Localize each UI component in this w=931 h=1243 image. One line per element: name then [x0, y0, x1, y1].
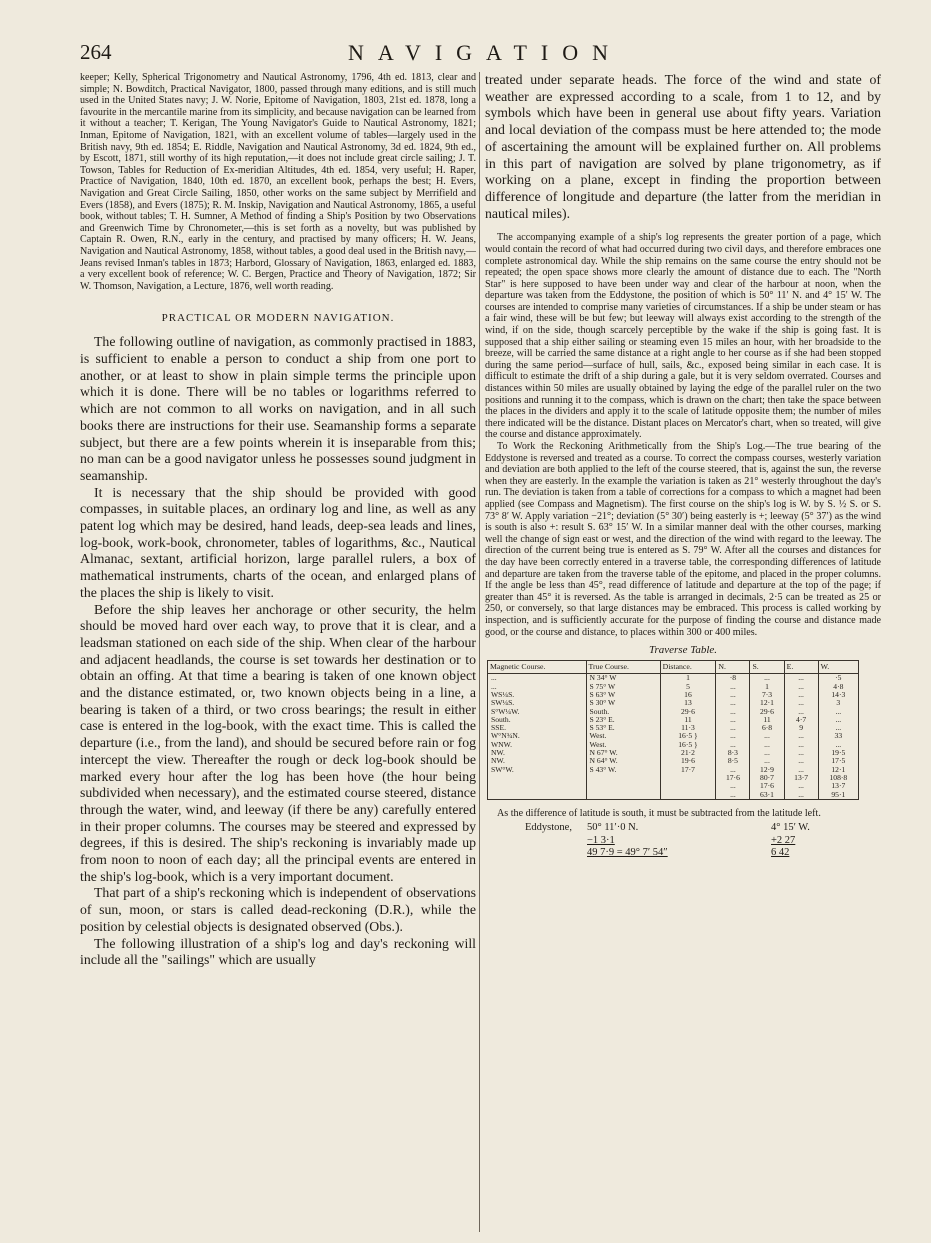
table-cell: West. — [586, 732, 660, 740]
table-cell: 63·1 — [750, 791, 784, 800]
table-cell: ... — [818, 716, 858, 724]
table-cell: 11 — [750, 716, 784, 724]
section-heading: PRACTICAL OR MODERN NAVIGATION. — [161, 312, 395, 325]
table-cell: ... — [716, 708, 750, 716]
table-cell: 5 — [660, 683, 716, 691]
small-paragraph: The accompanying example of a ship's log represents the greater portion of a page, which would contain the record of what had occurred during two civil days, and therefore embraces one complete astronomical day. While the ship remains on the same course the entry should not be repeated; the open space shows more clearly the amount of distance due to each. The "North Star" is here supposed to have been under way and clear of the harbour at noon, when the departure was taken from the Eddystone, the position of which is 50° 11′ N. and 4° 15′ W. The courses are intended to comprise many varieties of circumstances. If a ship be under steam or has a fair wind, these will be but few; but leeway will always exist according to the strength of the wind, if on the side, though scarcely perceptible by the wake if the ship is going fast. It is supposed that a ship either sailing or steaming even 15 miles an hour, with her broadside to the breeze, will be carried the same distance at a right angle to her course as if she had been stopped during the same period—surface of hull, sails, &c., exposed being similar in each case. It is difficult to estimate the drift of a ship during a gale, but it is very seldom overrated. Courses and distances within 50 miles are usually obtained by laying the edge of the parallel ruler on the two positions and running it to the compass, which is drawn on the chart; then take the space between the places in the dividers and apply it to the scale of latitude opposite them; the number of miles there indicated will be the distance. Distant places on Mercator's chart, when so treated, will give the course and distance approximately. — [485, 232, 881, 441]
table-cell: 17·5 — [818, 757, 858, 765]
table-cell: ... — [784, 708, 818, 716]
table-cell: South. — [586, 708, 660, 716]
calc-label — [485, 847, 587, 860]
body-paragraph: That part of a ship's reckoning which is independent of observations of sun, moon, or stars is called dead-reckoning (D.R.), while the position by celestial objects is designated observed (Obs.). — [80, 885, 476, 934]
table-cell: ... — [716, 699, 750, 707]
right-column — [485, 72, 881, 860]
calculation-block — [485, 822, 881, 860]
table-cell: 21·2 — [660, 749, 716, 757]
page-header — [80, 40, 891, 70]
table-cell: SW°W. — [488, 766, 587, 774]
table-cell: South. — [488, 716, 587, 724]
column-divider — [479, 72, 480, 1232]
table-cell: NW. — [488, 757, 587, 765]
table-cell — [586, 774, 660, 782]
table-cell: ... — [784, 757, 818, 765]
table-cell: West. — [586, 741, 660, 749]
table-cell: ... — [750, 749, 784, 757]
table-cell: 17·6 — [750, 782, 784, 790]
table-cell: ... — [488, 683, 587, 691]
table-cell: 19·6 — [660, 757, 716, 765]
table-cell — [488, 774, 587, 782]
table-cell: WS¼S. — [488, 691, 587, 699]
table-cell: ... — [818, 741, 858, 749]
calc-longitude: 4° 15′ W. — [771, 822, 810, 834]
table-cell: 11 — [660, 716, 716, 724]
table-cell: 8·5 — [716, 757, 750, 765]
table-cell: ... — [784, 699, 818, 707]
table-cell: 19·5 — [818, 749, 858, 757]
table-cell: 4·7 — [784, 716, 818, 724]
table-cell: ... — [716, 716, 750, 724]
table-cell — [586, 782, 660, 790]
table-cell: ... — [716, 766, 750, 774]
table-cell: N 64° W. — [586, 757, 660, 765]
table-cell: ... — [784, 674, 818, 683]
table-cell: 29·6 — [660, 708, 716, 716]
table-cell: ... — [488, 674, 587, 683]
table-cell: SSE. — [488, 724, 587, 732]
calc-longitude: +2 27 — [771, 834, 796, 846]
traverse-table — [487, 660, 859, 800]
table-cell: WNW. — [488, 741, 587, 749]
table-cell: 16 — [660, 691, 716, 699]
table-cell: ... — [750, 674, 784, 683]
table-cell: S 75° W — [586, 683, 660, 691]
body-paragraph: The following illustration of a ship's log and day's reckoning will include all the "sailings" which are usually — [80, 935, 476, 968]
table-cell: ·8 — [716, 674, 750, 683]
table-cell: 1 — [750, 683, 784, 691]
table-cell: ... — [716, 724, 750, 732]
table-cell: NW. — [488, 749, 587, 757]
table-cell — [660, 774, 716, 782]
table-cell: ... — [716, 691, 750, 699]
table-cell: ... — [750, 757, 784, 765]
calc-latitude: 49 7·9 = 49° 7′ 54″ — [587, 847, 668, 859]
left-column — [80, 72, 476, 969]
table-cell: 17·7 — [660, 766, 716, 774]
table-cell: 1 — [660, 674, 716, 683]
table-cell: 16·5 } — [660, 732, 716, 740]
table-cell: ... — [784, 782, 818, 790]
table-cell: 12·9 — [750, 766, 784, 774]
running-title: NAVIGATION — [348, 40, 623, 65]
column-header: Distance. — [660, 661, 716, 674]
table-cell: ... — [784, 683, 818, 691]
table-cell: S 53° E. — [586, 724, 660, 732]
table-cell: 8·3 — [716, 749, 750, 757]
table-cell: ... — [818, 708, 858, 716]
calc-label — [485, 835, 587, 848]
table-cell: ·5 — [818, 674, 858, 683]
table-cell: ... — [750, 732, 784, 740]
page-number: 264 — [80, 40, 112, 64]
table-cell: 9 — [784, 724, 818, 732]
table-cell: ... — [784, 732, 818, 740]
table-cell: ... — [716, 741, 750, 749]
table-body — [488, 674, 859, 799]
bibliography-paragraph: keeper; Kelly, Spherical Trigonometry and Nautical Astronomy, 1796, 4th ed. 1813, clear and simple; N. Bowditch, Practical Navigator, 1800, passed through many editions, and is still much used in the United States navy; J. W. Norie, Epitome of Navigation, 1803, 21st ed. 1878, long a favourite in the mercantile marine from its simplicity, and because navigation can be learned from it without a teacher; T. Kerigan, The Young Navigator's Guide to Nautical Astronomy, 1821; Inman, Epitome of Navigation, 1821, with an excellent volume of tables—largely used in the British navy, 9th ed. 1854; E. Riddle, Navigation and Nautical Astronomy, 3d ed. 1824, 9th ed., by Escott, 1871, still worthy of its high reputation,—it does not include great circle sailing; J. T. Towson, Tables for Reduction of Ex-meridian Altitudes, 4th ed. 1854, very useful; H. Raper, Practice of Navigation, 1840, 10th ed. 1870, an excellent book, perhaps the best; H. Evers, Navigation and Great Circle Sailing, 1850, other works on the same subject by Merrifield and Evers (1858), and Evers (1875); R. M. Inskip, Navigation and Nautical Astronomy, 1865, a useful book, without tables; T. H. Sumner, A Method of finding a Ship's Position by two Observations and Greenwich Time by Chronometer,—this is set forth as a novelty, but was published by Captain R. Owen, R.N., early in the century, and practised by many officers; H. W. Jeans, Navigation and Nautical Astronomy, 1858, without tables, a good deal used in the British navy,—Jeans revised Inman's tables in 1873; Harbord, Glossary of Navigation, 1863, enlarged ed. 1883, a very excellent book of reference; W. C. Bergen, Practice and Theory of Navigation, 1872; Sir W. Thomson, Navigation, a Lecture, 1876, well worth reading. — [80, 72, 476, 292]
table-cell: S 23° E. — [586, 716, 660, 724]
table-row — [488, 791, 859, 800]
table-cell: 14·3 — [818, 691, 858, 699]
table-cell: 80·7 — [750, 774, 784, 782]
calculation-row — [485, 847, 881, 860]
column-header: W. — [818, 661, 858, 674]
table-cell: 12·1 — [818, 766, 858, 774]
table-cell: 3 — [818, 699, 858, 707]
calc-latitude: 50° 11′·0 N. — [587, 822, 639, 834]
table-cell: ... — [750, 741, 784, 749]
body-paragraph: It is necessary that the ship should be provided with good compasses, in suitable places, an ordinary log and line, as well as any patent log which may be desired, hand leads, deep-sea leads and lines, log-book, work-book, chronometer, tables of logarithms, &c., Nautical Almanac, sextant, artificial horizon, large parallel rulers, a box of mathematical instruments, charts of the ocean, and enlarged plans of the places the ship is likely to visit. — [80, 484, 476, 600]
table-cell — [586, 791, 660, 800]
table-title: Traverse Table. — [648, 644, 718, 657]
calc-latitude: −1 3·1 — [587, 834, 615, 846]
table-cell — [660, 791, 716, 800]
column-header: Magnetic Course. — [488, 661, 587, 674]
table-cell: ... — [784, 749, 818, 757]
column-header: True Course. — [586, 661, 660, 674]
table-cell: 11·3 — [660, 724, 716, 732]
table-cell: 16·5 } — [660, 741, 716, 749]
table-cell: ... — [784, 766, 818, 774]
table-cell: 7·3 — [750, 691, 784, 699]
calculation-row — [485, 835, 881, 848]
table-cell: ... — [716, 791, 750, 800]
table-cell: ... — [784, 791, 818, 800]
table-cell: S 30° W — [586, 699, 660, 707]
table-cell: S 63° W — [586, 691, 660, 699]
table-cell: 12·1 — [750, 699, 784, 707]
table-cell: ... — [716, 683, 750, 691]
column-header: S. — [750, 661, 784, 674]
small-paragraph: To Work the Reckoning Arithmetically from the Ship's Log.—The true bearing of the Eddystone is reversed and treated as a course. To correct the compass courses, westerly variation and deviation are both applied to the left of the course steered, that is, against the sun, the reverse when they are easterly. In the example the variation is taken as 21° westerly throughout the day's run. The deviation is taken from a table of corrections for a compass to which a magnet had been applied (see Compass and Magnetism). The first course on the ship's log is W. by S. ½ S. or S. 73° 8′ W. Apply variation −21°; deviation (5° 30′) being easterly is +; leeway (5° 37′) as the wind is south is also +: result S. 63° 15′ W. In a similar manner deal with the other courses, marking well the change of sign east or west, and the direction of the wind with regard to the leeway. The direction of the current being true is entered as S. 79° W. After all the courses and distances for the day have been correctly entered in a traverse table, the corresponding differences of latitude and departure are taken from the traverse table of the epitome, and placed in the proper columns. If the angle be less than 45°, read difference of latitude and departure at the top of the page; if greater than 45° it is reversed. As the table is arranged in decimals, 2·5 can be treated as 25 or 250, or conversely, so that large distances may be embraced. This process is called working by inspection, and is sufficiently accurate for the purpose of finding the course and distance made good, or the course and distance, to places within 300 or 400 miles. — [485, 441, 881, 638]
table-cell: W°N¾N. — [488, 732, 587, 740]
table-cell: 4·8 — [818, 683, 858, 691]
table-cell: N 67° W. — [586, 749, 660, 757]
table-cell: 33 — [818, 732, 858, 740]
table-cell: ... — [716, 732, 750, 740]
table-cell: 29·6 — [750, 708, 784, 716]
table-cell — [660, 782, 716, 790]
body-paragraph: The following outline of navigation, as commonly practised in 1883, is sufficient to enable a person to conduct a ship from one port to another, or at least to show in plain simple terms the principle upon which it is done. There will be no tables or logarithms referred to which are not common to all works on navigation, and in all such books there are instructions for their use. Seamanship forms a separate subject, but there are a few points wherein it is inseparable from this; no man can be a good navigator unless he possesses sound judgment in seamanship. — [80, 334, 476, 483]
table-cell: ... — [818, 724, 858, 732]
calc-label: Eddystone, — [525, 822, 572, 834]
table-cell: 108·8 — [818, 774, 858, 782]
table-cell — [488, 782, 587, 790]
table-cell: N 34° W — [586, 674, 660, 683]
table-cell: ... — [716, 782, 750, 790]
calculation-row — [485, 822, 881, 835]
table-cell: 13·7 — [784, 774, 818, 782]
table-cell: S°W¼W. — [488, 708, 587, 716]
table-cell: SW¼S. — [488, 699, 587, 707]
table-cell: 95·1 — [818, 791, 858, 800]
note-paragraph: As the difference of latitude is south, it must be subtracted from the latitude left. — [497, 807, 821, 819]
table-cell: 13 — [660, 699, 716, 707]
body-paragraph: treated under separate heads. The force of the wind and state of weather are expressed according to a scale, from 1 to 12, and by symbols which have been in general use about fifty years. Variation and local deviation of the compass must be here attended to; the mode of ascertaining the amount will be explained further on. All problems in this part of navigation are solved by plane trigonometry, as if working on a plane, except in finding the proportion between difference of longitude and departure (the latter from the meridian in nautical miles). — [485, 72, 881, 221]
table-cell: ... — [784, 691, 818, 699]
table-cell — [488, 791, 587, 800]
table-cell: 13·7 — [818, 782, 858, 790]
column-header: N. — [716, 661, 750, 674]
column-header: E. — [784, 661, 818, 674]
table-cell: 17·6 — [716, 774, 750, 782]
table-cell: ... — [784, 741, 818, 749]
body-paragraph: Before the ship leaves her anchorage or other security, the helm should be moved hard over each way, to prove that it is clear, and a leadsman stationed on each side of the ship. When clear of the harbour and adjacent headlands, the course is set towards her destination or to obtain an offing. At that time a bearing is taken of one known object and the distance estimated, or, two known objects being in a line, a bearing is taken of a third, or two cross bearings; the result in either case is entered in the log-book, with the exact time. This is called the departure (i.e., from the land), and should be secured before rain or fog intercept the view. Thereafter the rough or deck log-book should be marked every hour after the log has been hove (the hour being subdivided when necessary), and the estimated course steered, distance through the water, wind, and leeway (if there be any) carefully entered in their proper columns. The courses may be steered and expressed by degrees, if this is desired. The ship's reckoning is invariably made up from noon to noon of each day; all the principal events are entered in the ship's log-book, which is a very important document. — [80, 601, 476, 884]
calc-longitude: 6 42 — [771, 847, 790, 859]
table-cell: 6·8 — [750, 724, 784, 732]
table-cell: S 43° W. — [586, 766, 660, 774]
table-header-row — [488, 661, 859, 674]
